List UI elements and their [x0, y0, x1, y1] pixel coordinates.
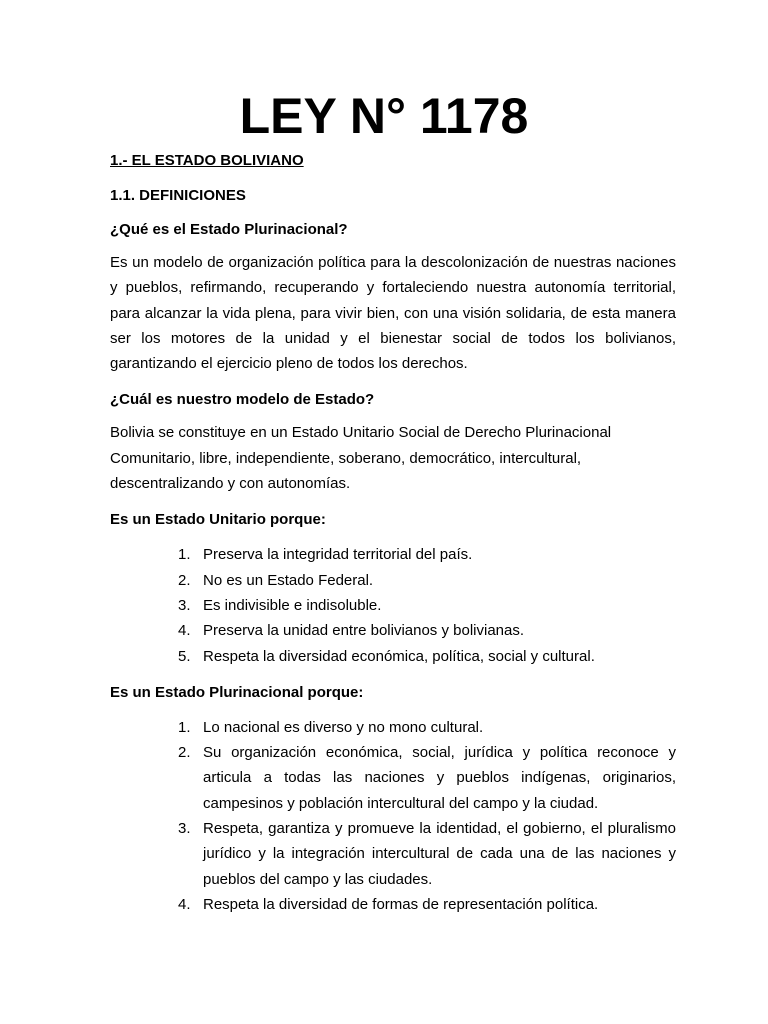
list-item-number: 3. — [178, 820, 191, 838]
section-heading: 1.- EL ESTADO BOLIVIANO — [110, 152, 304, 169]
list-item-number: 2. — [178, 571, 191, 589]
list-item — [178, 892, 676, 917]
question-estado-plurinacional: ¿Qué es el Estado Plurinacional? — [110, 221, 348, 238]
list-item-number: 5. — [178, 647, 191, 665]
list-estado-plurinacional — [110, 715, 676, 917]
list-item-text: No es un Estado Federal. — [203, 571, 374, 589]
list-item-text: Preserva la unidad entre bolivianos y bolivianas. — [203, 622, 525, 640]
list-item — [178, 542, 676, 567]
list-item — [178, 715, 676, 740]
list-item-text: Lo nacional es diverso y no mono cultural. — [203, 718, 484, 736]
list-item-number: 4. — [178, 622, 191, 640]
list-item-text: Es indivisible e indisoluble. — [203, 596, 382, 614]
list-item-number: 1. — [178, 546, 191, 564]
list-item-text: Respeta, garantiza y promueve la identidad, el gobierno, el pluralismo jurídico y la integración intercultural de cada una de las naciones y pueblos del campo y las ciudades. — [203, 820, 676, 888]
subsection-heading: 1.1. DEFINICIONES — [110, 187, 246, 204]
question-modelo-estado: ¿Cuál es nuestro modelo de Estado? — [110, 391, 375, 409]
heading-estado-plurinacional: Es un Estado Plurinacional porque: — [110, 683, 364, 701]
list-item-number: 3. — [178, 596, 191, 614]
title-wrap — [0, 0, 768, 147]
list-item — [178, 740, 676, 816]
list-item — [178, 593, 676, 618]
list-item-number: 1. — [178, 718, 191, 736]
list-item-number: 2. — [178, 744, 191, 762]
list-item — [178, 618, 676, 643]
list-item — [178, 644, 676, 669]
list-item-text: Respeta la diversidad económica, política, social y cultural. — [203, 647, 595, 665]
list-item-text: Preserva la integridad territorial del país. — [203, 546, 473, 564]
list-estado-unitario — [110, 542, 676, 668]
paragraph-modelo: Bolivia se constituye en un Estado Unitario Social de Derecho Plurinacional Comunitario, libre, independiente, soberano, democrático, intercultural, descentralizando y con autonomías. — [110, 424, 612, 493]
list-item-number: 4. — [178, 895, 191, 913]
list-item — [178, 816, 676, 892]
paragraph-definicion: Es un modelo de organización política para la descolonización de nuestras naciones y pueblos, refirmando, recuperando y fortaleciendo nuestra autonomía territorial, para alcanzar la vida plena, para vivir bien, con una visión solidaria, de esta manera ser los motores de la unidad y el bienestar social de todos los bolivianos, garantizando el ejercicio pleno de todos los derechos. — [110, 254, 676, 373]
list-item-text: Su organización económica, social, jurídica y política reconoce y articula a todas las naciones y pueblos indígenas, originarios, campesinos y población intercultural del campo y la ciudad. — [203, 744, 676, 812]
list-item-text: Respeta la diversidad de formas de representación política. — [203, 895, 599, 913]
document-title: LEY N° 1178 — [239, 88, 529, 144]
list-item — [178, 568, 676, 593]
heading-estado-unitario: Es un Estado Unitario porque: — [110, 511, 326, 529]
